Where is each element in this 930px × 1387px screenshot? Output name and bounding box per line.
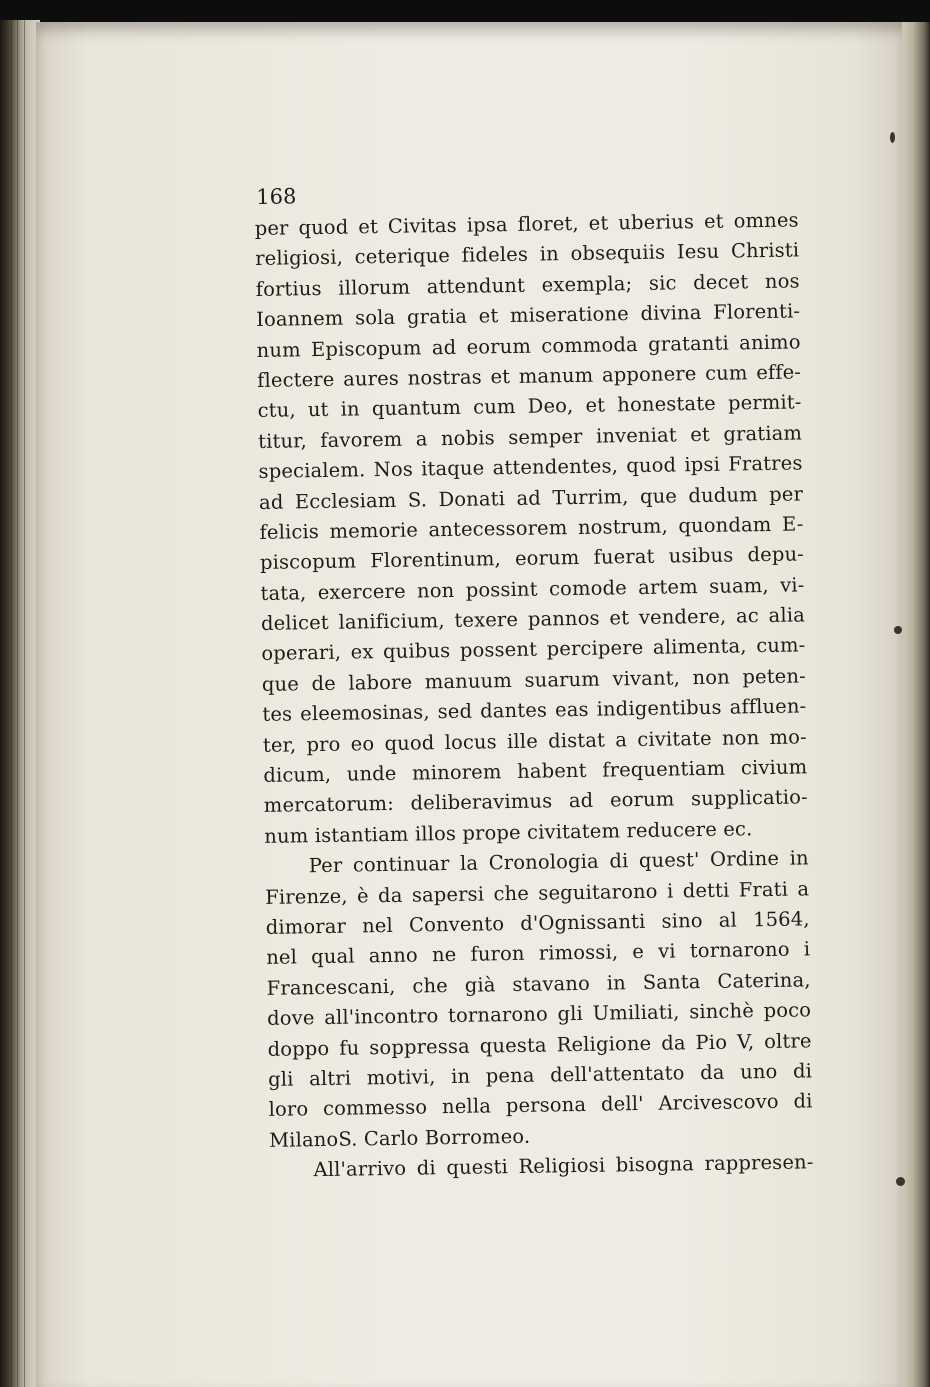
text-line: titur, favorem a nobis semper inveniat et gratiam (257, 421, 803, 453)
text-line: loro commesso nella persona dell' Arcivescovo di (268, 1089, 813, 1122)
text-line: mercatorum: deliberavimus ad eorum supplicatio- (263, 785, 808, 818)
paper-speck (894, 626, 902, 634)
text-line: ad Ecclesiam S. Donati ad Turrim, que dudum per (258, 481, 804, 514)
text-line: Ioannem sola gratia et miseratione divina Florenti- (256, 299, 801, 332)
paragraph-start-line: Per continuar la Cronologia di quest' Ordine in (308, 846, 809, 878)
page-text (254, 171, 814, 1186)
text-line: dimorar nel Convento d'Ognissanti sino al 1564, (265, 907, 810, 939)
page-number: 168 (256, 184, 297, 209)
text-line: num Episcopum ad eorum commoda gratanti animo (256, 329, 801, 362)
text-line: num istantiam illos prope civitatem reducere ec. (264, 817, 753, 848)
text-line: dove all'incontro tornarono gli Umiliati, sinchè poco (266, 998, 812, 1031)
text-line: Francescani, che già stavano in Santa Caterina, (266, 968, 811, 1000)
text-line: nel qual anno ne furon rimossi, e vi tornarono i (266, 937, 811, 970)
text-line: Firenze, è da sapersi che seguitarono i detti Frati a (265, 876, 810, 909)
text-line: fortius illorum attendunt exempla; sic decet nos (255, 269, 800, 301)
paper-speck (890, 132, 895, 143)
text-line: doppo fu soppressa questa Religione da Pio V, oltre (267, 1028, 812, 1061)
text-line: specialem. Nos itaque attendentes, quod ipsi Fratres (258, 451, 803, 484)
text-line: religiosi, ceterique fideles in obsequiis Iesu Christi (255, 238, 800, 271)
text-line: tes eleemosinas, sed dantes eas indigentibus affluen- (262, 694, 807, 727)
text-line: que de labore manuum suarum vivant, non peten- (261, 664, 807, 696)
text-line: piscopum Florentinum, eorum fuerat usibus depu- (259, 542, 805, 575)
text-line: dicum, unde minorem habent frequentiam civium (263, 755, 808, 787)
text-line: delicet lanificium, texere pannos et vendere, ac alia (260, 603, 806, 636)
text-line: MilanoS. Carlo Borromeo. (268, 1124, 531, 1152)
facing-page-edge (902, 22, 930, 1387)
text-line: ter, pro eo quod locus ille distat a civitate non mo- (262, 725, 807, 757)
text-line: operari, ex quibus possent percipere alimenta, cum- (261, 633, 806, 666)
text-line: tata, exercere non possint comode artem suam, vi- (260, 573, 805, 605)
text-line: ctu, ut in quantum cum Deo, et honestate permit- (257, 390, 802, 423)
text-line: per quod et Civitas ipsa floret, et uberius et omnes (254, 208, 799, 240)
text-line: flectere aures nostras et manum apponere cum effe- (256, 360, 802, 392)
text-line: felicis memorie antecessorem nostrum, quondam E- (259, 512, 804, 544)
text-line: gli altri motivi, in pena dell'attentato da uno di (267, 1059, 813, 1091)
book-binding-edge (0, 20, 40, 1387)
paragraph-start-line: All'arrivo di questi Religiosi bisogna rappresen- (313, 1150, 814, 1182)
paper-speck (896, 1177, 905, 1186)
